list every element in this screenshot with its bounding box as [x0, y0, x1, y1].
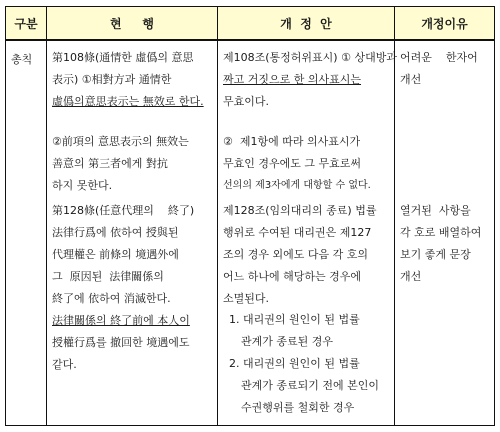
- reason-line: 열거된 사항을: [400, 204, 471, 217]
- reason-line: 보기 좋게 문장: [400, 248, 471, 261]
- current-line: 그 原因된 法律關係의: [52, 270, 164, 283]
- header-reason: 개정이유: [421, 16, 468, 31]
- column-divider: [394, 7, 395, 425]
- current-line: 第108條(通情한 虛僞의 意思: [52, 51, 194, 64]
- column-divider: [217, 7, 218, 425]
- amendment-item-line: 1. 대리권의 원인이 된 법률: [229, 313, 360, 326]
- amendment-line: 행위로 수여된 대리권은 제127: [223, 226, 372, 239]
- current-line: ②前項의 意思表示의 無效는: [52, 135, 189, 148]
- amendment-line: 제108조(통정허위표시) ① 상대방과: [223, 51, 397, 64]
- current-article-108-para-2: [52, 131, 212, 197]
- current-article-108: [52, 47, 212, 113]
- reason-line: 개선: [400, 73, 422, 86]
- current-line: 終了에 依하여 消滅한다.: [52, 292, 171, 305]
- amendment-line: 짜고 거짓으로 한 의사표시는: [223, 73, 362, 86]
- amendment-line: 소멸된다.: [223, 292, 270, 305]
- column-divider: [46, 7, 47, 425]
- amendment-line: 무효이다.: [223, 95, 270, 108]
- amendment-item-line: 관계가 종료되기 전에 본인이: [241, 379, 380, 392]
- reason-item-2: [400, 200, 492, 288]
- reason-line: 개선: [400, 270, 422, 283]
- current-line: 代理權은 前條의 境遇外에: [52, 248, 179, 261]
- amendment-line: 선의의 제3자에게 대항할 수 없다.: [223, 180, 371, 191]
- current-line: 하지 못한다.: [52, 179, 113, 192]
- current-article-128: [52, 200, 212, 376]
- reason-line: 각 호로 배열하여: [400, 226, 482, 239]
- current-line: 善意의 第三者에게 對抗: [52, 157, 168, 170]
- amendment-item-2: [229, 353, 391, 419]
- header-current: 현 행: [109, 16, 155, 31]
- current-line: 法律關係의 終了前에 本人이: [52, 314, 190, 327]
- amendment-item-line: 2. 대리권의 원인이 된 법률: [229, 357, 360, 370]
- header-category: 구분: [14, 16, 38, 31]
- amendment-line: 제128조(임의대리의 종료) 법률: [223, 204, 377, 217]
- amendment-item-line: 관계가 종료된 경우: [241, 335, 334, 348]
- reason-item-1: [400, 47, 492, 91]
- amendment-article-108: [223, 47, 397, 113]
- amendment-article-128: [223, 200, 391, 310]
- amendment-line: 조의 경우 외에도 다음 각 호의: [223, 248, 368, 261]
- header-amendment: 개 정 안: [280, 16, 332, 31]
- amendment-item-line: 수권행위를 철회한 경우: [241, 401, 355, 414]
- amendment-line: ② 제1항에 따라 의사표시가: [223, 135, 361, 148]
- current-line: 같다.: [52, 358, 77, 371]
- amendment-article-108-para-2: [223, 131, 391, 197]
- current-line: 第128條(任意代理의 終了): [52, 204, 195, 217]
- reason-line: 어려운 한자어: [400, 51, 478, 64]
- amendment-line: 어느 하나에 해당하는 경우에: [223, 270, 362, 283]
- current-line: 授權行爲를 撤回한 境遇에도: [52, 336, 190, 349]
- row-category: 총칙: [11, 53, 33, 66]
- amendment-item-1: [229, 309, 391, 353]
- current-line: 表示) ①相對方과 通情한: [52, 73, 172, 86]
- current-line: 虛僞의意思表示는 無效로 한다.: [52, 95, 204, 108]
- comparison-table: [5, 6, 495, 426]
- amendment-line: 무효인 경우에도 그 무효로써: [223, 157, 362, 170]
- current-line: 法律行爲에 依하여 授與된: [52, 226, 179, 239]
